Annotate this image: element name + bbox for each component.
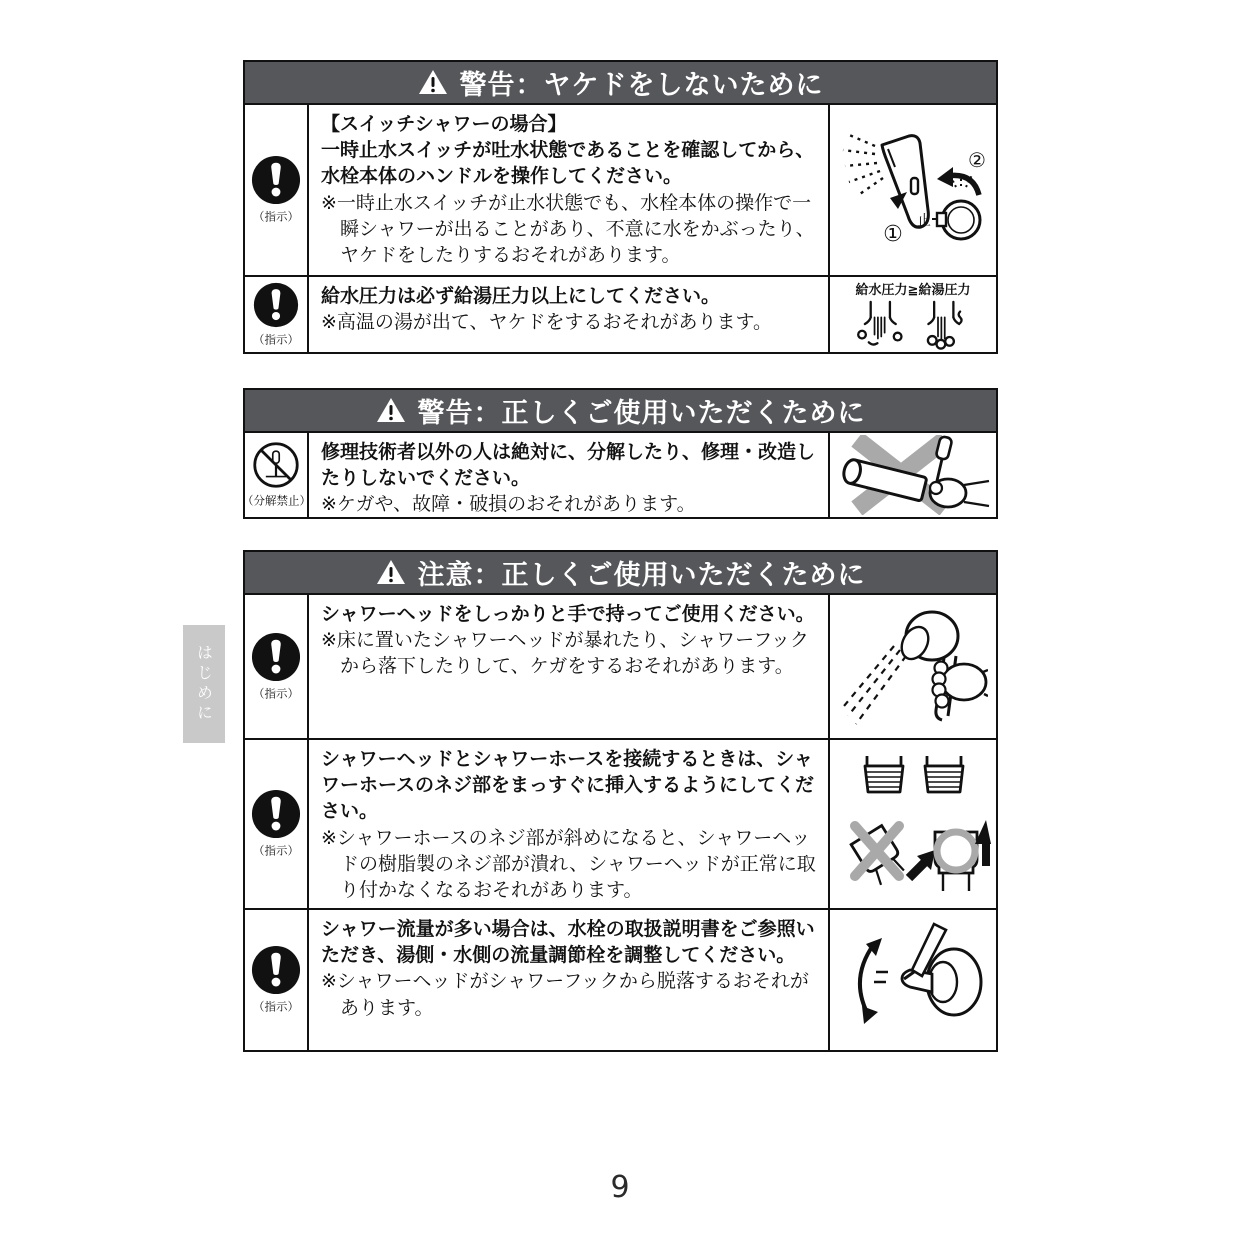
warning-note-text: ※シャワーホースのネジ部が斜めになると、シャワーヘッドの樹脂製のネジ部が潰れ、シャワーヘッドが正常に取り付かなくなるおそれがあります。 [321,826,816,902]
icon-label: （指示） [252,843,299,858]
mandatory-icon-cell [245,105,309,275]
mandatory-icon-cell [245,740,309,908]
warning-note-text: ※ケガや、故障・破損のおそれがあります。 [321,493,696,516]
table-row [245,593,996,738]
pressure-caption: 給水圧力≧給湯圧力 [855,283,971,298]
mandatory-instruction-icon [253,282,299,328]
warning-main-text: 修理技術者以外の人は絶対に、分解したり、修理・改造したりしないでください。 [321,441,816,490]
mandatory-instruction-icon [251,155,301,205]
illustration-cell [830,910,996,1050]
illustration-adjust-flow-valve [838,920,988,1040]
illustration-switch-shower [835,115,991,265]
prohibition-icon-cell [241,433,311,517]
mandatory-icon-cell [245,277,309,352]
table-row [241,431,996,517]
no-disassembly-icon [252,441,300,489]
illustration-cell [830,277,996,352]
warning-text-cell [309,740,830,908]
caution-table-correct-use [243,550,998,1052]
warning-table-burns [243,60,998,354]
table-title: 警告：ヤケドをしないために [459,70,824,101]
illustration-cell [830,433,996,517]
warning-main-text: シャワーヘッドをしっかりと手で持ってご使用ください。 [321,603,815,625]
circled-one-label: ① [883,222,903,247]
table-header [245,552,996,593]
illustration-cell [830,740,996,908]
warning-main-text: 給水圧力は必ず給湯圧力以上にしてください。 [321,285,721,307]
warning-main-text: 一時止水スイッチが吐水状態であることを確認してから、水栓本体のハンドルを操作してください。 [321,139,815,188]
warning-note-text: ※一時止水スイッチが止水状態でも、水栓本体の操作で一瞬シャワーが出ることがあり、不意に水をかぶったり、ヤケドをしたりするおそれがあります。 [321,191,815,267]
circled-two-label: ② [968,148,986,172]
table-row [245,103,996,275]
stop-label: 止 [917,213,931,229]
warning-triangle-icon [376,559,406,586]
warning-text-cell [309,433,830,517]
mandatory-instruction-icon [251,945,301,995]
table-title: 警告：正しくご使用いただくために [417,398,866,429]
mandatory-icon-cell [245,910,309,1050]
icon-label: （指示） [252,332,299,346]
illustration-cell [830,105,996,275]
warning-triangle-icon [376,397,406,424]
illustration-cell [830,595,996,738]
mandatory-instruction-icon [251,632,301,682]
table-header [245,390,996,431]
mandatory-instruction-icon [251,789,301,839]
table-row [245,275,996,352]
warning-text-cell [309,595,830,738]
warning-note-text: ※高温の湯が出て、ヤケドをするおそれがあります。 [321,311,773,334]
illustration-hold-shower-head [838,598,988,736]
icon-label: （分解禁止） [241,493,311,508]
page-number: 9 [610,1170,630,1205]
table-row [245,908,996,1050]
section-tab-hajimeni: はじめに [183,625,225,743]
mandatory-icon-cell [245,595,309,738]
table-title: 注意：正しくご使用いただくために [417,560,866,591]
icon-label: （指示） [252,209,299,224]
warning-text-cell [309,277,830,352]
illustration-thread-insertion [835,752,991,896]
table-row [245,738,996,908]
warning-note-text: ※シャワーヘッドがシャワーフックから脱落するおそれがあります。 [321,970,809,1019]
warning-note-text: ※床に置いたシャワーヘッドが暴れたり、シャワーフックから落下したりして、ケガをするおそれがあります。 [321,629,809,678]
icon-label: （指示） [252,999,299,1014]
icon-label: （指示） [252,686,299,700]
illustration-water-pressure [843,300,983,350]
illustration-no-disassembly [835,435,991,515]
warning-text-cell [309,910,830,1050]
warning-heading: 【スイッチシャワーの場合】 [321,113,567,135]
warning-text-cell [309,105,830,275]
warning-table-correct-use [243,388,998,519]
warning-main-text: シャワーヘッドとシャワーホースを接続するときは、シャワーホースのネジ部をまっすぐに挿入するようにしてください。 [321,748,815,823]
table-header [245,62,996,103]
warning-triangle-icon [418,69,448,96]
warning-main-text: シャワー流量が多い場合は、水栓の取扱説明書をご参照いただき、湯側・水側の流量調節栓を調整してください。 [321,918,815,967]
